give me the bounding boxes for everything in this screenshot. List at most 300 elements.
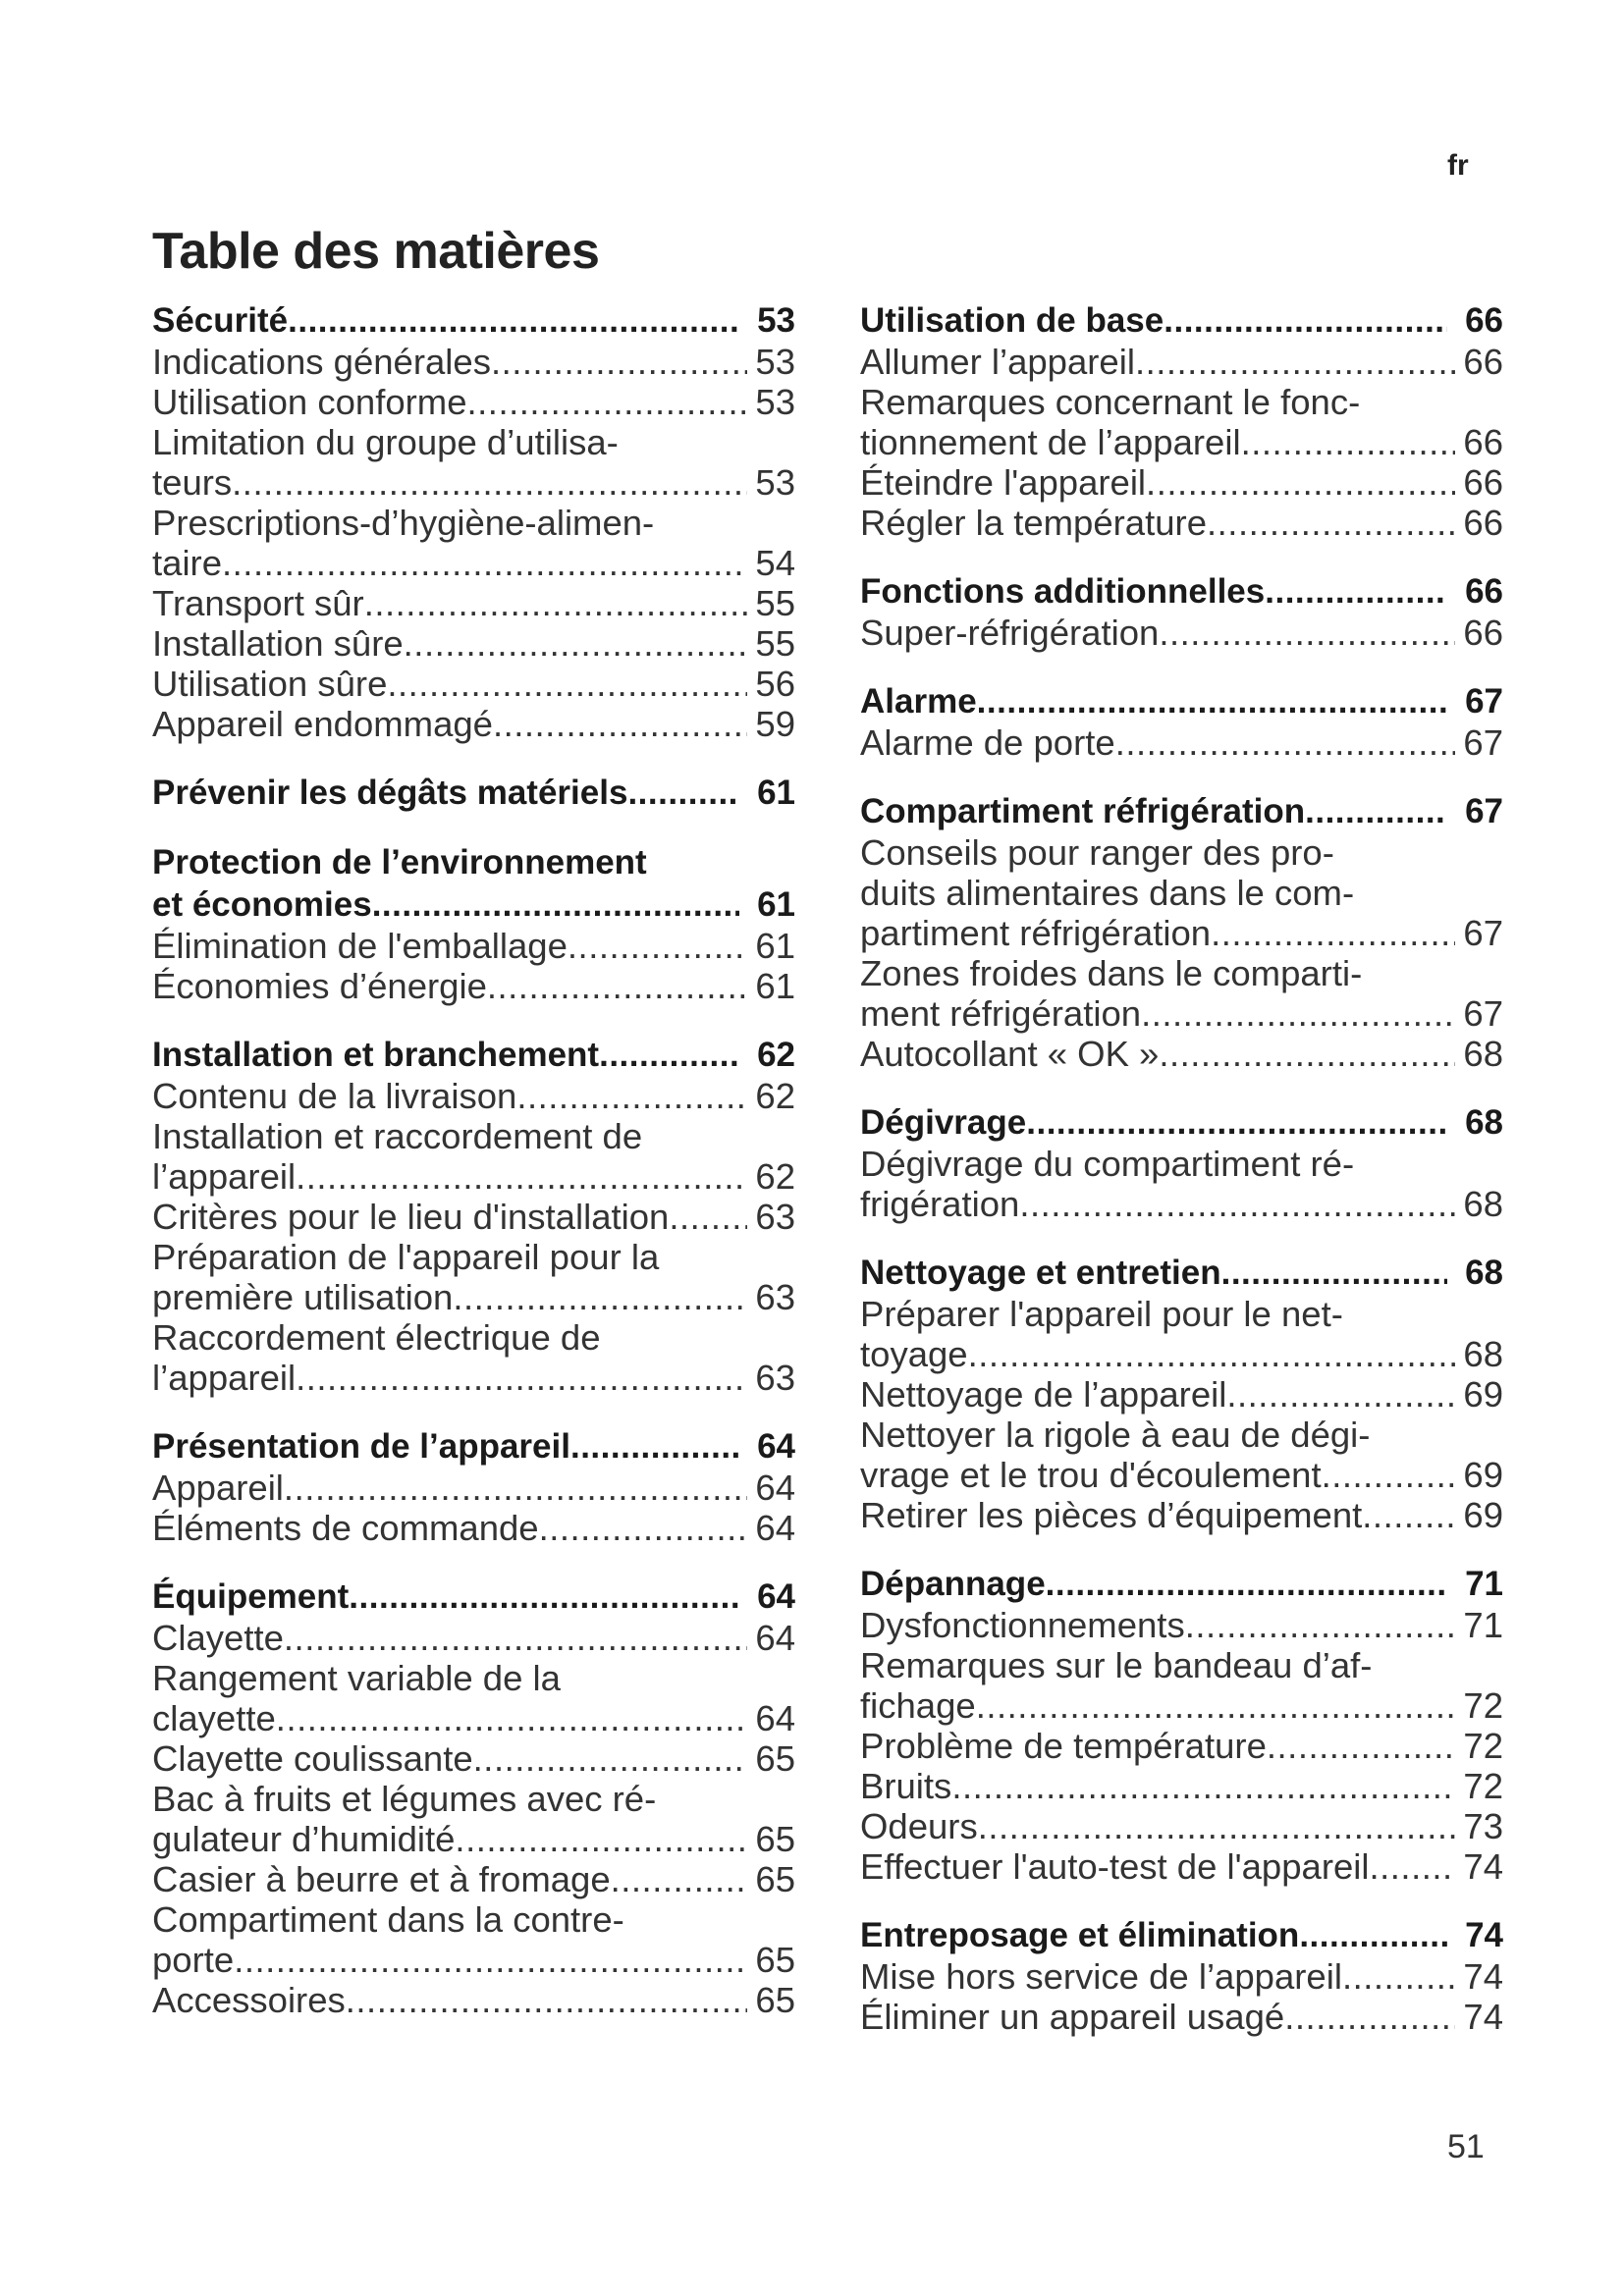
toc-heading[interactable] xyxy=(860,299,1503,342)
toc-entry[interactable] xyxy=(152,1116,795,1197)
page-number: 51 xyxy=(1447,2128,1485,2165)
toc-section xyxy=(860,570,1503,653)
toc-line xyxy=(152,1508,795,1548)
page-ref: 66 xyxy=(1465,301,1503,340)
page-ref: 68 xyxy=(1465,1103,1503,1142)
page-ref: 71 xyxy=(1463,1605,1503,1645)
dot-leader xyxy=(1299,1914,1447,1956)
page-ref: 64 xyxy=(757,1577,795,1616)
toc-text: Économies d’énergie xyxy=(152,966,487,1006)
dot-leader xyxy=(487,966,748,1006)
toc-heading[interactable] xyxy=(152,1034,795,1076)
toc-heading[interactable] xyxy=(152,772,795,814)
toc-entry[interactable] xyxy=(860,1144,1503,1224)
page-ref: 65 xyxy=(755,1859,795,1899)
page-ref: 53 xyxy=(757,301,795,340)
dot-leader xyxy=(276,1698,748,1738)
toc-entry[interactable] xyxy=(152,1468,795,1508)
dot-leader xyxy=(1342,1956,1455,1997)
dot-leader xyxy=(1207,503,1455,543)
toc-entry[interactable] xyxy=(152,382,795,422)
toc-text: fichage xyxy=(860,1685,976,1726)
toc-line xyxy=(152,342,795,382)
page-ref: 56 xyxy=(755,664,795,704)
toc-text: Élimination de l'emballage xyxy=(152,926,568,966)
toc-text: teurs xyxy=(152,462,233,503)
dot-leader xyxy=(296,1358,747,1398)
page-ref: 64 xyxy=(755,1618,795,1658)
toc-line xyxy=(860,1806,1503,1846)
toc-column-right xyxy=(860,299,1503,2064)
toc-text: Allumer l’appareil xyxy=(860,342,1135,382)
toc-section xyxy=(860,680,1503,763)
toc-text: Sécurité xyxy=(152,301,289,340)
page-ref: 66 xyxy=(1463,613,1503,653)
dot-leader xyxy=(1159,613,1455,653)
page-ref: 65 xyxy=(755,1819,795,1859)
toc-section xyxy=(152,299,795,744)
toc-line xyxy=(152,583,795,623)
page-ref: 62 xyxy=(757,1036,795,1074)
page-ref: 65 xyxy=(755,1940,795,1980)
toc-text-line: Raccordement électrique de xyxy=(152,1317,601,1358)
toc-entry[interactable] xyxy=(152,1618,795,1658)
page-ref: 55 xyxy=(755,583,795,623)
toc-line xyxy=(860,503,1503,543)
toc-text-line: Remarques concernant le fonc- xyxy=(860,382,1361,422)
toc-section xyxy=(860,1914,1503,2037)
page-ref: 68 xyxy=(1465,1254,1503,1292)
toc-line xyxy=(152,1076,795,1116)
page-ref: 69 xyxy=(1463,1495,1503,1535)
toc-text: Alarme xyxy=(860,682,977,721)
page-ref: 65 xyxy=(755,1980,795,2020)
toc-section xyxy=(860,1563,1503,1887)
dot-leader xyxy=(570,1425,739,1468)
toc-text: Transport sûr xyxy=(152,583,364,623)
toc-line xyxy=(860,1846,1503,1887)
toc-line xyxy=(152,1859,795,1899)
dot-leader xyxy=(1159,1034,1455,1074)
dot-leader xyxy=(1284,1997,1455,2037)
dot-leader xyxy=(491,342,747,382)
toc-entry[interactable] xyxy=(860,832,1503,953)
toc-entry[interactable] xyxy=(152,1508,795,1548)
toc-entry[interactable] xyxy=(152,1658,795,1738)
toc-entry[interactable] xyxy=(860,1956,1503,1997)
page-ref: 74 xyxy=(1463,1997,1503,2037)
page-ref: 69 xyxy=(1463,1455,1503,1495)
toc-line xyxy=(152,543,795,583)
page-ref: 64 xyxy=(757,1427,795,1466)
toc-line xyxy=(152,1940,795,1980)
toc-line xyxy=(860,993,1503,1034)
toc-text: Éliminer un appareil usagé xyxy=(860,1997,1285,2037)
toc-entry[interactable] xyxy=(860,462,1503,503)
toc-entry[interactable] xyxy=(152,1738,795,1779)
toc-line xyxy=(860,1334,1503,1374)
toc-text: toyage xyxy=(860,1334,968,1374)
dot-leader xyxy=(296,1156,747,1197)
page-ref: 59 xyxy=(755,704,795,744)
toc-entry[interactable] xyxy=(860,1846,1503,1887)
toc-entry[interactable] xyxy=(152,583,795,623)
toc-line xyxy=(152,1698,795,1738)
toc-text: vrage et le trou d'écoulement xyxy=(860,1455,1322,1495)
toc-line xyxy=(860,342,1503,382)
dot-leader xyxy=(977,680,1447,722)
page-ref: 61 xyxy=(757,774,795,812)
toc-text: Éléments de commande xyxy=(152,1508,539,1548)
toc-text: gulateur d’humidité xyxy=(152,1819,456,1859)
toc-entry[interactable] xyxy=(860,382,1503,462)
toc-line xyxy=(152,1819,795,1859)
page-ref: 62 xyxy=(755,1076,795,1116)
dot-leader xyxy=(978,1806,1456,1846)
toc-line xyxy=(152,299,795,342)
toc-text: Bruits xyxy=(860,1766,952,1806)
toc-line xyxy=(860,422,1503,462)
toc-line xyxy=(152,926,795,966)
page-title: Table des matières xyxy=(152,223,600,280)
toc-line xyxy=(152,704,795,744)
toc-text: Contenu de la livraison xyxy=(152,1076,517,1116)
toc-line xyxy=(152,966,795,1006)
page-ref: 66 xyxy=(1463,462,1503,503)
toc-text-line: Prescriptions-d’hygiène-alimen- xyxy=(152,503,655,543)
toc-line xyxy=(860,570,1503,613)
toc-line xyxy=(860,1766,1503,1806)
page-ref: 66 xyxy=(1465,572,1503,611)
page-ref: 61 xyxy=(755,966,795,1006)
toc-text: Odeurs xyxy=(860,1806,978,1846)
dot-leader xyxy=(288,299,739,342)
toc-line xyxy=(860,1685,1503,1726)
toc-line xyxy=(860,1914,1503,1956)
toc-text-line: Installation et raccordement de xyxy=(152,1116,643,1156)
toc-entry[interactable] xyxy=(152,422,795,503)
page-ref: 55 xyxy=(755,623,795,664)
page-ref: 73 xyxy=(1463,1806,1503,1846)
toc-section xyxy=(152,841,795,1006)
toc-text: taire xyxy=(152,543,223,583)
toc-line xyxy=(152,382,795,422)
page-ref: 72 xyxy=(1463,1766,1503,1806)
dot-leader xyxy=(976,1685,1456,1726)
toc-entry[interactable] xyxy=(860,1766,1503,1806)
toc-entry[interactable] xyxy=(860,1374,1503,1415)
toc-heading[interactable] xyxy=(152,841,795,926)
toc-text: Critères pour le lieu d'installation xyxy=(152,1197,670,1237)
dot-leader xyxy=(1265,570,1447,613)
toc-text: Utilisation sûre xyxy=(152,664,388,704)
toc-line xyxy=(152,1425,795,1468)
dot-leader xyxy=(284,1468,747,1508)
page-ref: 72 xyxy=(1463,1685,1503,1726)
toc-line xyxy=(860,1184,1503,1224)
toc-text: Dépannage xyxy=(860,1565,1046,1603)
dot-leader xyxy=(1211,913,1455,953)
language-code: fr xyxy=(1447,149,1469,182)
page-ref: 66 xyxy=(1463,422,1503,462)
toc-line xyxy=(860,462,1503,503)
toc-text: partiment réfrigération xyxy=(860,913,1212,953)
toc-entry[interactable] xyxy=(860,1415,1503,1495)
dot-leader xyxy=(1322,1455,1456,1495)
page-ref: 67 xyxy=(1465,682,1503,721)
toc-line xyxy=(860,299,1503,342)
dot-leader xyxy=(1019,1184,1455,1224)
dot-leader xyxy=(473,1738,748,1779)
toc-entry[interactable] xyxy=(860,1294,1503,1374)
dot-leader xyxy=(1221,1252,1447,1294)
toc-line xyxy=(152,664,795,704)
toc-text-line: Limitation du groupe d’utilisa- xyxy=(152,422,619,462)
page-ref: 67 xyxy=(1465,792,1503,830)
toc-section xyxy=(152,1034,795,1398)
toc-line xyxy=(860,1495,1503,1535)
toc-section xyxy=(152,772,795,814)
toc-text: Présentation de l’appareil xyxy=(152,1427,570,1466)
page-ref: 53 xyxy=(755,342,795,382)
toc-line xyxy=(860,1997,1503,2037)
dot-leader xyxy=(599,1034,739,1076)
toc-text: et économies xyxy=(152,885,372,924)
dot-leader xyxy=(364,583,748,623)
toc-text-line: Zones froides dans le comparti- xyxy=(860,953,1363,993)
dot-leader xyxy=(222,543,747,583)
page-ref: 69 xyxy=(1463,1374,1503,1415)
toc-heading[interactable] xyxy=(860,570,1503,613)
toc-text: Super-réfrigération xyxy=(860,613,1160,653)
toc-text: porte xyxy=(152,1940,235,1980)
toc-line xyxy=(860,1605,1503,1645)
toc-entry[interactable] xyxy=(860,722,1503,763)
toc-text: l’appareil xyxy=(152,1358,297,1398)
page-ref: 67 xyxy=(1463,993,1503,1034)
dot-leader xyxy=(1115,722,1456,763)
toc-text: Régler la température xyxy=(860,503,1208,543)
toc-text: Autocollant « OK » xyxy=(860,1034,1160,1074)
dot-leader xyxy=(1135,342,1455,382)
toc-text-line: Bac à fruits et légumes avec ré- xyxy=(152,1779,657,1819)
toc-heading[interactable] xyxy=(860,1101,1503,1144)
toc-entry[interactable] xyxy=(152,664,795,704)
page-ref: 66 xyxy=(1463,342,1503,382)
toc-text-line: Compartiment dans la contre- xyxy=(152,1899,624,1940)
toc-entry[interactable] xyxy=(152,1980,795,2020)
toc-line xyxy=(860,1956,1503,1997)
toc-entry[interactable] xyxy=(152,1859,795,1899)
page-ref: 65 xyxy=(755,1738,795,1779)
toc-line xyxy=(860,722,1503,763)
toc-text-line: Préparer l'appareil pour le net- xyxy=(860,1294,1343,1334)
toc-line xyxy=(152,1980,795,2020)
toc-entry[interactable] xyxy=(152,926,795,966)
toc-section xyxy=(860,790,1503,1074)
dot-leader xyxy=(232,462,747,503)
toc-text: Effectuer l'auto-test de l'appareil xyxy=(860,1846,1370,1887)
toc-entry[interactable] xyxy=(860,342,1503,382)
toc-text: frigération xyxy=(860,1184,1020,1224)
page-ref: 53 xyxy=(755,382,795,422)
dot-leader xyxy=(669,1197,747,1237)
toc-line xyxy=(860,1374,1503,1415)
dot-leader xyxy=(404,623,748,664)
toc-text: Compartiment réfrigération xyxy=(860,792,1306,830)
dot-leader xyxy=(1026,1101,1447,1144)
toc-entry[interactable] xyxy=(860,1605,1503,1645)
toc-line xyxy=(860,1455,1503,1495)
dot-leader xyxy=(284,1618,747,1658)
toc-text-line: Préparation de l'appareil pour la xyxy=(152,1237,660,1277)
page-ref: 64 xyxy=(755,1508,795,1548)
page-ref: 74 xyxy=(1463,1956,1503,1997)
toc-text: Entreposage et élimination xyxy=(860,1916,1300,1954)
toc-heading[interactable] xyxy=(152,1575,795,1618)
toc-entry[interactable] xyxy=(860,1034,1503,1074)
dot-leader xyxy=(234,1940,747,1980)
toc-heading[interactable] xyxy=(152,299,795,342)
dot-leader xyxy=(1362,1495,1455,1535)
page-ref: 74 xyxy=(1465,1916,1503,1954)
dot-leader xyxy=(387,664,747,704)
dot-leader xyxy=(1305,790,1447,832)
toc-section xyxy=(152,1575,795,2020)
dot-leader xyxy=(349,1575,739,1618)
toc-entry[interactable] xyxy=(860,1726,1503,1766)
toc-entry[interactable] xyxy=(152,623,795,664)
toc-entry[interactable] xyxy=(860,503,1503,543)
dot-leader xyxy=(1370,1846,1456,1887)
toc-entry[interactable] xyxy=(152,1076,795,1116)
dot-leader xyxy=(627,772,739,814)
toc-text: Accessoires xyxy=(152,1980,346,2020)
toc-line xyxy=(860,790,1503,832)
toc-text: Utilisation conforme xyxy=(152,382,467,422)
dot-leader xyxy=(1164,299,1447,342)
toc-line xyxy=(860,1034,1503,1074)
toc-text: Clayette coulissante xyxy=(152,1738,473,1779)
toc-heading[interactable] xyxy=(860,1563,1503,1605)
toc-entry[interactable] xyxy=(860,1645,1503,1726)
toc-text: Dégivrage xyxy=(860,1103,1027,1142)
toc-entry[interactable] xyxy=(152,1237,795,1317)
toc-line xyxy=(152,1034,795,1076)
toc-text: tionnement de l’appareil xyxy=(860,422,1241,462)
toc-line xyxy=(152,1738,795,1779)
page-ref: 68 xyxy=(1463,1184,1503,1224)
toc-entry[interactable] xyxy=(152,1899,795,1980)
toc-entry[interactable] xyxy=(152,503,795,583)
dot-leader xyxy=(467,382,748,422)
dot-leader xyxy=(951,1766,1455,1806)
toc-text-line: Rangement variable de la xyxy=(152,1658,561,1698)
dot-leader xyxy=(539,1508,748,1548)
toc-text: Problème de température xyxy=(860,1726,1267,1766)
page-ref: 62 xyxy=(755,1156,795,1197)
dot-leader xyxy=(493,704,747,744)
dot-leader xyxy=(1267,1726,1456,1766)
toc-line xyxy=(152,462,795,503)
toc-entry[interactable] xyxy=(152,966,795,1006)
toc-line xyxy=(860,1252,1503,1294)
dot-leader xyxy=(1241,422,1456,462)
toc-text: Casier à beurre et à fromage xyxy=(152,1859,611,1899)
toc-entry[interactable] xyxy=(152,342,795,382)
toc-text-line: Conseils pour ranger des pro- xyxy=(860,832,1334,873)
toc-entry[interactable] xyxy=(860,1806,1503,1846)
toc-text: Installation et branchement xyxy=(152,1036,600,1074)
toc-line xyxy=(860,1563,1503,1605)
toc-entry[interactable] xyxy=(860,953,1503,1034)
page-ref: 71 xyxy=(1465,1565,1503,1603)
page-ref: 53 xyxy=(755,462,795,503)
dot-leader xyxy=(568,926,747,966)
toc-text: l’appareil xyxy=(152,1156,297,1197)
dot-leader xyxy=(346,1980,748,2020)
page-ref: 66 xyxy=(1463,503,1503,543)
toc-line xyxy=(152,1358,795,1398)
toc-entry[interactable] xyxy=(860,1997,1503,2037)
toc-text: Utilisation de base xyxy=(860,301,1164,340)
page-ref: 67 xyxy=(1463,913,1503,953)
toc-section xyxy=(860,1252,1503,1535)
toc-text-line: Nettoyer la rigole à eau de dégi- xyxy=(860,1415,1371,1455)
toc-text: Nettoyage de l’appareil xyxy=(860,1374,1227,1415)
dot-leader xyxy=(968,1334,1456,1374)
toc-text: clayette xyxy=(152,1698,276,1738)
toc-line xyxy=(152,1618,795,1658)
toc-line xyxy=(860,613,1503,653)
toc-text: Éteindre l'appareil xyxy=(860,462,1147,503)
toc-text: Appareil xyxy=(152,1468,284,1508)
toc-line xyxy=(152,1197,795,1237)
toc-entry[interactable] xyxy=(152,1317,795,1398)
dot-leader xyxy=(372,883,739,926)
toc-heading[interactable] xyxy=(860,680,1503,722)
toc-entry[interactable] xyxy=(860,613,1503,653)
toc-text-line: Dégivrage du compartiment ré- xyxy=(860,1144,1355,1184)
toc-line xyxy=(152,883,795,926)
page-ref: 54 xyxy=(755,543,795,583)
toc-line xyxy=(860,1101,1503,1144)
toc-entry[interactable] xyxy=(152,1197,795,1237)
toc-entry[interactable] xyxy=(152,1779,795,1859)
toc-text: Alarme de porte xyxy=(860,722,1115,763)
toc-line xyxy=(152,1156,795,1197)
dot-leader xyxy=(453,1277,747,1317)
toc-text: Nettoyage et entretien xyxy=(860,1254,1221,1292)
toc-section xyxy=(152,1425,795,1548)
toc-heading[interactable] xyxy=(152,1425,795,1468)
toc-text: Installation sûre xyxy=(152,623,404,664)
toc-entry[interactable] xyxy=(860,1495,1503,1535)
toc-line xyxy=(152,1277,795,1317)
toc-text-line: Remarques sur le bandeau d’af- xyxy=(860,1645,1373,1685)
toc-heading[interactable] xyxy=(860,790,1503,832)
toc-text: Appareil endommagé xyxy=(152,704,493,744)
toc-heading[interactable] xyxy=(860,1252,1503,1294)
toc-line xyxy=(152,772,795,814)
toc-text: Prévenir les dégâts matériels xyxy=(152,774,628,812)
page-ref: 63 xyxy=(755,1197,795,1237)
toc-entry[interactable] xyxy=(152,704,795,744)
toc-heading[interactable] xyxy=(860,1914,1503,1956)
toc-line xyxy=(860,680,1503,722)
toc-column-left xyxy=(152,299,795,2048)
toc-text: Dysfonctionnements xyxy=(860,1605,1185,1645)
